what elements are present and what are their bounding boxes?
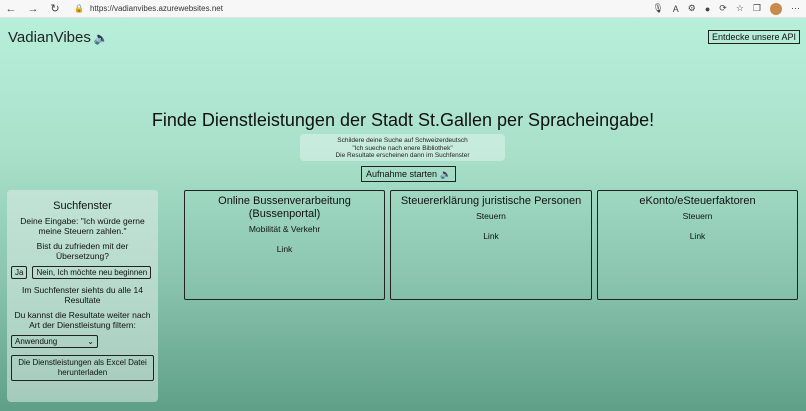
brave-icon[interactable]: ● [704, 3, 711, 14]
browser-toolbar [0, 0, 806, 18]
speech-hint [300, 134, 505, 161]
hint-line: "Ich sueche nach enere Bibliothek" [352, 144, 453, 152]
address-bar[interactable] [74, 2, 634, 15]
browser-actions [652, 3, 800, 15]
restart-button[interactable]: Nein, Ich möchte neu beginnen [32, 266, 151, 279]
collections-icon[interactable]: ❐ [752, 3, 761, 13]
chevron-down-icon: ⌄ [87, 337, 94, 346]
service-filter-select[interactable] [11, 335, 98, 348]
speaker-icon: 🔈 [440, 168, 452, 179]
forward-icon[interactable]: → [27, 2, 39, 15]
result-link[interactable]: Link [276, 244, 293, 254]
page-title: Finde Dienstleistungen der Stadt St.Gallen per Spracheingabe! [151, 110, 655, 130]
api-button[interactable]: Entdecke unsere API [708, 30, 800, 44]
search-panel-title: Suchfenster [53, 200, 112, 212]
transcribed-input: Deine Eingabe: "Ich würde gerne meine Steuern zahlen." [20, 216, 145, 236]
result-title: eKonto/eSteuerfaktoren [639, 195, 756, 207]
record-button-label: Aufnahme starten [366, 169, 438, 179]
back-icon[interactable]: ← [5, 2, 17, 15]
read-aloud-icon[interactable]: A [672, 3, 679, 14]
brand-logo[interactable] [8, 29, 109, 46]
hint-line: Die Resultate erscheinen dann im Suchfenster [335, 152, 470, 159]
favorites-icon[interactable]: ☆ [735, 3, 744, 13]
confirm-buttons [11, 266, 154, 279]
confirm-question: Bist du zufrieden mit der Übersetzung? [36, 241, 129, 261]
more-icon[interactable]: ⋯ [791, 3, 800, 13]
filter-hint: Du kannst die Resultate weiter nach Art der Dienstleistung filtern: [14, 310, 151, 330]
microphone-icon[interactable]: 🎙 [652, 3, 664, 13]
result-card [597, 190, 798, 300]
brand-name: VadianVibes [8, 29, 91, 46]
yes-button[interactable]: Ja [11, 266, 27, 279]
profile-avatar[interactable] [770, 3, 782, 15]
result-category: Mobilität & Verkehr [248, 224, 321, 234]
result-link[interactable]: Link [689, 231, 706, 241]
reload-icon[interactable]: ↻ [50, 3, 60, 15]
excel-download-button[interactable]: Die Dienstleistungen als Excel Datei herunterladen [11, 355, 154, 381]
result-title: Steuererklärung juristische Personen [400, 195, 582, 207]
hint-line: Schildere deine Suche auf Schweizerdeutsch [337, 137, 468, 144]
url-text: https://vadianvibes.azurewebsites.net [89, 4, 223, 13]
result-count: Im Suchfenster siehts du alle 14 Resultate [22, 285, 143, 305]
record-button[interactable] [361, 166, 456, 182]
result-category: Steuern [476, 211, 506, 221]
search-panel [7, 190, 158, 402]
lock-icon: 🔒 [74, 4, 84, 13]
filter-selected-value: Anwendung [15, 337, 58, 346]
result-card [390, 190, 592, 300]
extension-icon[interactable]: ⚙ [687, 3, 696, 13]
result-card [184, 190, 385, 300]
refresh-extension-icon[interactable]: ⟳ [719, 3, 727, 13]
result-title: Online Bussenverarbeitung (Bussenportal) [218, 195, 351, 220]
page [0, 18, 806, 411]
result-category: Steuern [682, 211, 713, 221]
speaker-icon: 🔈 [93, 30, 109, 45]
result-link[interactable]: Link [483, 231, 499, 241]
